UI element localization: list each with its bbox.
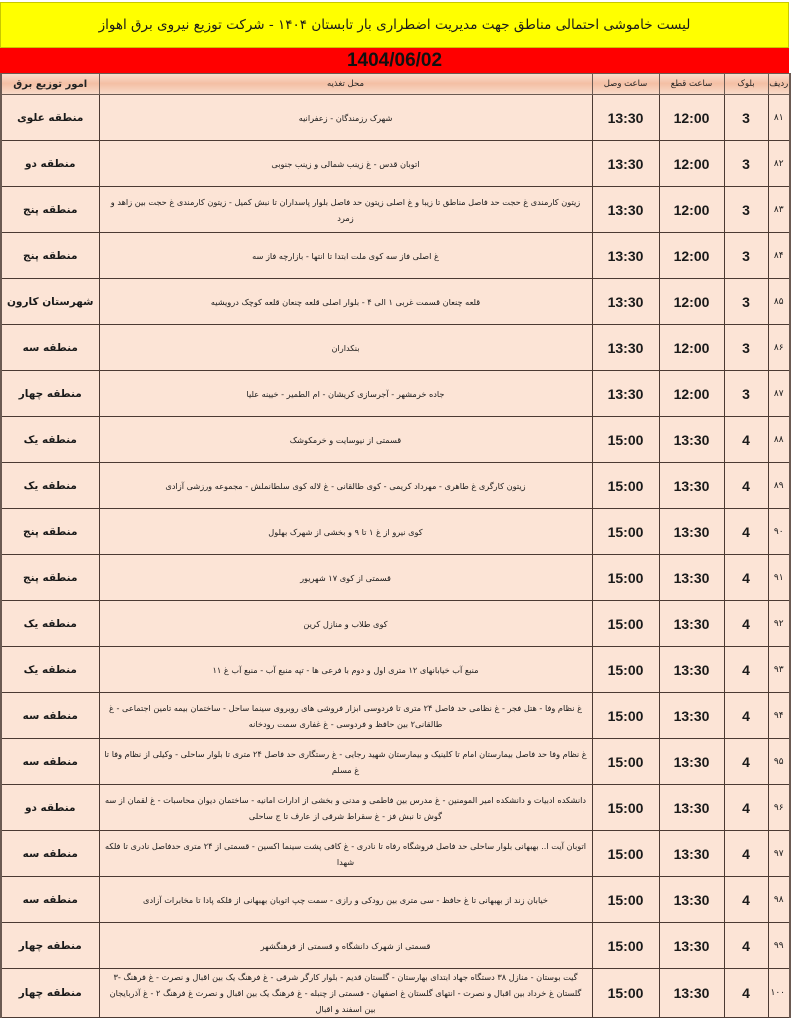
block-number: 3 [724,233,768,279]
table-row [1,371,790,417]
distribution-region: منطقه پنج [1,509,99,555]
feed-location: کوی طلاب و منازل کرین [99,601,592,647]
reconnect-time: 15:00 [592,417,659,463]
block-number: 4 [724,555,768,601]
cut-time: 12:00 [659,95,724,141]
feed-location: بنکداران [99,325,592,371]
block-number: 3 [724,141,768,187]
block-number: 4 [724,969,768,1018]
distribution-region: منطقه یک [1,601,99,647]
table-row [1,279,790,325]
feed-location: غ نظام وفا - هتل فجر - غ نظامی حد فاصل ۲۴ متری تا فردوسی ابزار فروشی های روبروی سینما ساحل - ساختمان بیمه تامین اجتماعی - غ طالقانی۲ بین حافظ و فردوسی - غ غفاری سمت رودخانه [99,693,592,739]
schedule-date: 1404/06/02 [0,48,789,73]
row-number: ۹۷ [768,831,790,877]
distribution-region: شهرستان کارون [1,279,99,325]
cut-time: 13:30 [659,693,724,739]
distribution-region: منطقه چهار [1,969,99,1018]
block-number: 4 [724,417,768,463]
feed-location: اتوبان آیت ا.. بهبهانی بلوار ساحلی حد فاصل فروشگاه رفاه تا نادری - غ کافی پشت سینما اکسین - قسمتی از ۲۴ متری حدفاصل نادری تا فلکه شهدا [99,831,592,877]
row-number: ۹۴ [768,693,790,739]
row-number: ۹۰ [768,509,790,555]
reconnect-time: 15:00 [592,969,659,1018]
document-title: لیست خاموشی احتمالی مناطق جهت مدیریت اضطراری بار تابستان ۱۴۰۴ - شرکت توزیع نیروی برق اهواز [0,2,789,48]
feed-location: قسمتی از کوی ۱۷ شهریور [99,555,592,601]
row-number: ۸۵ [768,279,790,325]
header-feed-location: محل تغذیه [99,74,592,95]
reconnect-time: 15:00 [592,463,659,509]
table-header-row [1,74,790,95]
table-row [1,739,790,785]
cut-time: 13:30 [659,509,724,555]
reconnect-time: 15:00 [592,647,659,693]
distribution-region: منطقه دو [1,141,99,187]
cut-time: 13:30 [659,739,724,785]
distribution-region: منطقه یک [1,463,99,509]
row-number: ۹۳ [768,647,790,693]
reconnect-time: 13:30 [592,141,659,187]
cut-time: 12:00 [659,187,724,233]
distribution-region: منطقه چهار [1,371,99,417]
table-row [1,187,790,233]
block-number: 3 [724,371,768,417]
feed-location: منبع آب خیابانهای ۱۲ متری اول و دوم با فرعی ها - تپه منبع آب - منبع آب غ ۱۱ [99,647,592,693]
reconnect-time: 13:30 [592,187,659,233]
table-row [1,417,790,463]
block-number: 3 [724,95,768,141]
cut-time: 13:30 [659,417,724,463]
block-number: 4 [724,877,768,923]
cut-time: 12:00 [659,233,724,279]
row-number: ۹۱ [768,555,790,601]
distribution-region: منطقه دو [1,785,99,831]
feed-location: گیت بوستان - منازل ۳۸ دستگاه جهاد ابتدای بهارستان - گلستان قدیم - بلوار کارگر شرقی - غ فرهنگ یک بین اقبال و نصرت - غ فرهنگ -۳ گلستان غ خرداد بین اقبال و نصرت - انتهای گلستان غ اصفهان - قسمتی از چنبله - غ فرهنگ یک بین اقبال و نصرت غ فرهنگ ۲ - غ آذربایجان بین اسفند و اقبال [99,969,592,1018]
reconnect-time: 13:30 [592,371,659,417]
row-number: ۸۲ [768,141,790,187]
block-number: 4 [724,647,768,693]
distribution-region: منطقه چهار [1,923,99,969]
distribution-region: منطقه سه [1,693,99,739]
cut-time: 12:00 [659,141,724,187]
row-number: ۹۹ [768,923,790,969]
distribution-region: منطقه علوی [1,95,99,141]
row-number: ۸۱ [768,95,790,141]
table-row [1,463,790,509]
feed-location: قلعه چنعان قسمت غربی ۱ الی ۴ - بلوار اصلی قلعه چنعان قلعه کوچک درویشیه [99,279,592,325]
distribution-region: منطقه پنج [1,187,99,233]
feed-location: کوی نیرو از غ ۱ تا ۹ و بخشی از شهرک بهلول [99,509,592,555]
row-number: ۸۸ [768,417,790,463]
table-row [1,693,790,739]
feed-location: قسمتی از شهرک دانشگاه و قسمتی از فرهنگشهر [99,923,592,969]
header-cut-time: ساعت قطع [659,74,724,95]
block-number: 4 [724,693,768,739]
distribution-region: منطقه سه [1,877,99,923]
cut-time: 13:30 [659,601,724,647]
cut-time: 13:30 [659,877,724,923]
table-row [1,95,790,141]
distribution-region: منطقه پنج [1,233,99,279]
table-row [1,877,790,923]
cut-time: 12:00 [659,371,724,417]
reconnect-time: 15:00 [592,601,659,647]
table-row [1,831,790,877]
cut-time: 13:30 [659,831,724,877]
row-number: ۸۴ [768,233,790,279]
outage-schedule-sheet [0,2,789,1018]
block-number: 3 [724,325,768,371]
table-row [1,555,790,601]
cut-time: 13:30 [659,923,724,969]
feed-location: غ اصلی فاز سه کوی ملت ابتدا تا انتها - بازارچه فاز سه [99,233,592,279]
distribution-region: منطقه سه [1,739,99,785]
row-number: ۹۸ [768,877,790,923]
feed-location: دانشکده ادبیات و دانشکده امیر المومنین - غ مدرس بین فاطمی و مدنی و بخشی از ادارات امانیه - ساختمان دیوان محاسبات - غ لقمان از سه گوش تا نبش فز - غ سقراط شرقی از عارف تا ج ساحلی [99,785,592,831]
reconnect-time: 15:00 [592,739,659,785]
row-number: ۸۶ [768,325,790,371]
block-number: 4 [724,923,768,969]
block-number: 4 [724,785,768,831]
table-row [1,969,790,1018]
reconnect-time: 15:00 [592,831,659,877]
reconnect-time: 13:30 [592,233,659,279]
distribution-region: منطقه پنج [1,555,99,601]
table-row [1,141,790,187]
table-row [1,509,790,555]
feed-location: قسمتی از نیوسایت و خرمکوشک [99,417,592,463]
feed-location: خیابان زند از بهبهانی تا غ حافظ - سی متری بین رودکی و رازی - سمت چپ اتوبان بهبهانی از فلکه پادا تا مخابرات آزادی [99,877,592,923]
header-region: امور توزیع برق [1,74,99,95]
cut-time: 12:00 [659,279,724,325]
feed-location: جاده خرمشهر - آجرسازی کریشان - ام الطمیر - خیینه علیا [99,371,592,417]
cut-time: 13:30 [659,969,724,1018]
reconnect-time: 13:30 [592,325,659,371]
reconnect-time: 15:00 [592,509,659,555]
row-number: ۹۵ [768,739,790,785]
feed-location: زیتون کارگری غ طاهری - مهرداد کریمی - کوی طالقانی - غ لاله کوی سلطانملش - مجموعه ورزشی آزادی [99,463,592,509]
reconnect-time: 15:00 [592,785,659,831]
row-number: ۹۲ [768,601,790,647]
table-row [1,601,790,647]
feed-location: اتوبان قدس - غ زینب شمالی و زینب جنوبی [99,141,592,187]
table-row [1,233,790,279]
row-number: ۹۶ [768,785,790,831]
cut-time: 13:30 [659,463,724,509]
reconnect-time: 13:30 [592,95,659,141]
reconnect-time: 15:00 [592,923,659,969]
block-number: 3 [724,279,768,325]
row-number: ۱۰۰ [768,969,790,1018]
row-number: ۸۷ [768,371,790,417]
distribution-region: منطقه سه [1,831,99,877]
block-number: 4 [724,601,768,647]
header-block: بلوک [724,74,768,95]
reconnect-time: 15:00 [592,693,659,739]
feed-location: زیتون کارمندی غ حجت حد فاصل مناطق تا زیبا و غ اصلی زیتون حد فاصل بلوار پاسداران تا نبش کمیل - زیتون کارمندی غ حجت بین زاهد و زمرد [99,187,592,233]
cut-time: 13:30 [659,647,724,693]
reconnect-time: 15:00 [592,555,659,601]
table-row [1,325,790,371]
block-number: 3 [724,187,768,233]
reconnect-time: 15:00 [592,877,659,923]
row-number: ۸۹ [768,463,790,509]
cut-time: 13:30 [659,785,724,831]
feed-location: شهرک رزمندگان - زعفرانیه [99,95,592,141]
outage-table [0,73,791,1018]
row-number: ۸۳ [768,187,790,233]
feed-location: غ نظام وفا حد فاصل بیمارستان امام تا کلینیک و بیمارستان شهید رجایی - غ رستگاری حد فاصل ۲۴ متری تا بلوار ساحلی - وکیلی از نظام وفا تا غ مسلم [99,739,592,785]
cut-time: 13:30 [659,555,724,601]
table-row [1,923,790,969]
header-reconnect-time: ساعت وصل [592,74,659,95]
block-number: 4 [724,739,768,785]
table-row [1,785,790,831]
block-number: 4 [724,463,768,509]
distribution-region: منطقه یک [1,417,99,463]
table-row [1,647,790,693]
reconnect-time: 13:30 [592,279,659,325]
header-row-number: ردیف [768,74,790,95]
cut-time: 12:00 [659,325,724,371]
block-number: 4 [724,509,768,555]
distribution-region: منطقه سه [1,325,99,371]
block-number: 4 [724,831,768,877]
distribution-region: منطقه یک [1,647,99,693]
